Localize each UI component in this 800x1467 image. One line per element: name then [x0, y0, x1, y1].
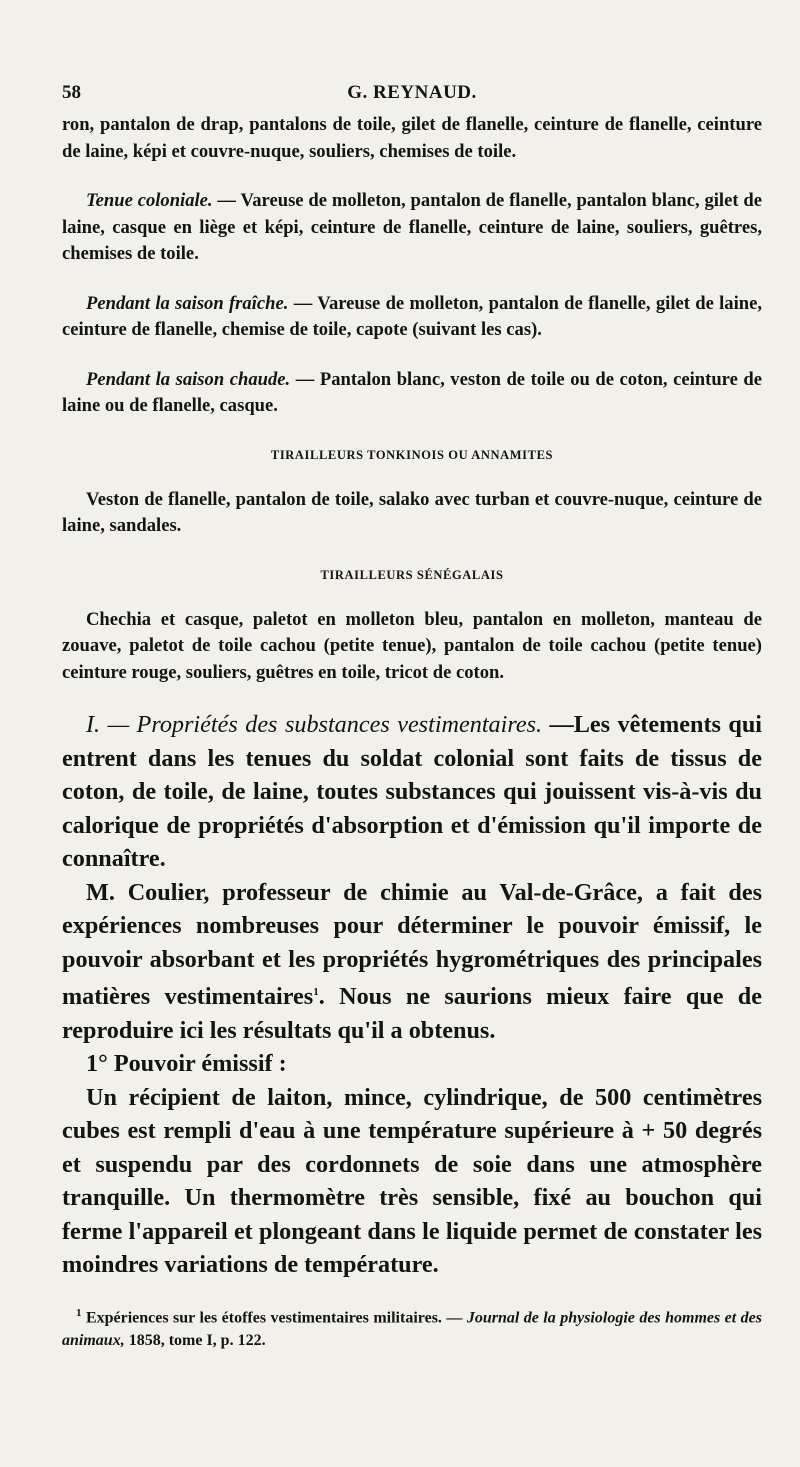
paragraph-saison-fraiche [62, 291, 762, 344]
footnote [62, 1302, 762, 1352]
paragraph-tenue-coloniale [62, 188, 762, 268]
paragraph-body: — Vareuse de molleton, pantalon de flanelle, gilet de laine, ceinture de flanelle, chemise de toile, capote (suivant les cas). [62, 292, 763, 340]
paragraph-recipient: Un récipient de laiton, mince, cylindrique, de 500 centimètres cubes est rempli d'eau à une température supérieure à + 50 degrés et suspendu par des cordonnets de soie dans une atmosphère tranquille. Un thermomètre très sensible, fixé au bouchon qui ferme l'appareil et plongeant dans le liquide permet de constater les moindres variations de température. [62, 1083, 762, 1279]
footnote-mark: 1 [76, 1306, 82, 1319]
footnote-citation: 1858, tome I, p. 122. [124, 1331, 266, 1349]
section-title: I. — Propriétés des substances vestimentaires. [86, 711, 543, 738]
paragraph-body: — Vareuse de molleton, pantalon de flanelle, pantalon blanc, gilet de laine, casque en liège et képi, ceinture de flanelle, ceinture de laine, souliers, guêtres, chemises de toile. [62, 190, 762, 264]
paragraph-body: M. Coulier, professeur de chimie au Val-de-Grâce, a fait des expériences nombreuses pour déterminer le pouvoir émissif, le pouvoir absorbant et les propriétés hygrométriques des principales matières vestimentaires [62, 878, 762, 1011]
subheading-pouvoir-emissif: 1° Pouvoir émissif : [86, 1050, 287, 1078]
footnote-journal-title: Journal de la physiologie des hommes et des animaux, [62, 1308, 762, 1349]
paragraph-senegalais: Chechia et casque, paletot en molleton bleu, pantalon en molleton, manteau de zouave, paletot de toile cachou (petite tenue), pantalon de toile cachou (petite tenue) ceinture rouge, souliers, guêtres en toile, tricot de coton. [62, 608, 762, 683]
paragraph-saison-chaude [62, 367, 762, 420]
page [62, 78, 762, 1352]
footnote-text: Expériences sur les étoffes vestimentaires militaires. — [81, 1308, 467, 1326]
paragraph-proprietes [62, 708, 762, 876]
paragraph-lead: Pendant la saison chaude. [86, 368, 291, 390]
paragraph-lead: Tenue coloniale. [86, 190, 213, 211]
page-number: 58 [62, 82, 81, 103]
paragraph-body: — Pantalon blanc, veston de toile ou de coton, ceinture de laine ou de flanelle, casque. [62, 368, 762, 416]
paragraph-body: —Les vêtements qui entrent dans les tenues du soldat colonial sont faits de tissus de coton, de toile, de laine, toutes substances qui jouissent vis-à-vis du calorique de propriétés d'absorption et d'émission qu'il importe de connaître. [62, 711, 762, 872]
paragraph-lead: Pendant la saison fraîche. [86, 292, 289, 314]
paragraph-continued: ron, pantalon de drap, pantalons de toile, gilet de flanelle, ceinture de flanelle, ceinture de laine, képi et couvre-nuque, souliers, chemises de toile. [62, 114, 762, 162]
section-heading-senegalais: TIRAILLEURS SÉNÉGALAIS [320, 567, 504, 582]
paragraph-coulier [62, 876, 762, 1048]
paragraph-tonkinois: Veston de flanelle, pantalon de toile, salako avec turban et couvre-nuque, ceinture de laine, sandales. [62, 488, 762, 536]
page-header [62, 78, 762, 112]
section-heading-tonkinois: TIRAILLEURS TONKINOIS OU ANNAMITES [270, 447, 554, 462]
paragraph-body: . Nous ne saurions mieux faire que de reproduire ici les résultats qu'il a obtenus. [62, 983, 762, 1044]
running-title: G. REYNAUD. [347, 82, 477, 103]
footnote-reference: 1 [313, 986, 319, 998]
